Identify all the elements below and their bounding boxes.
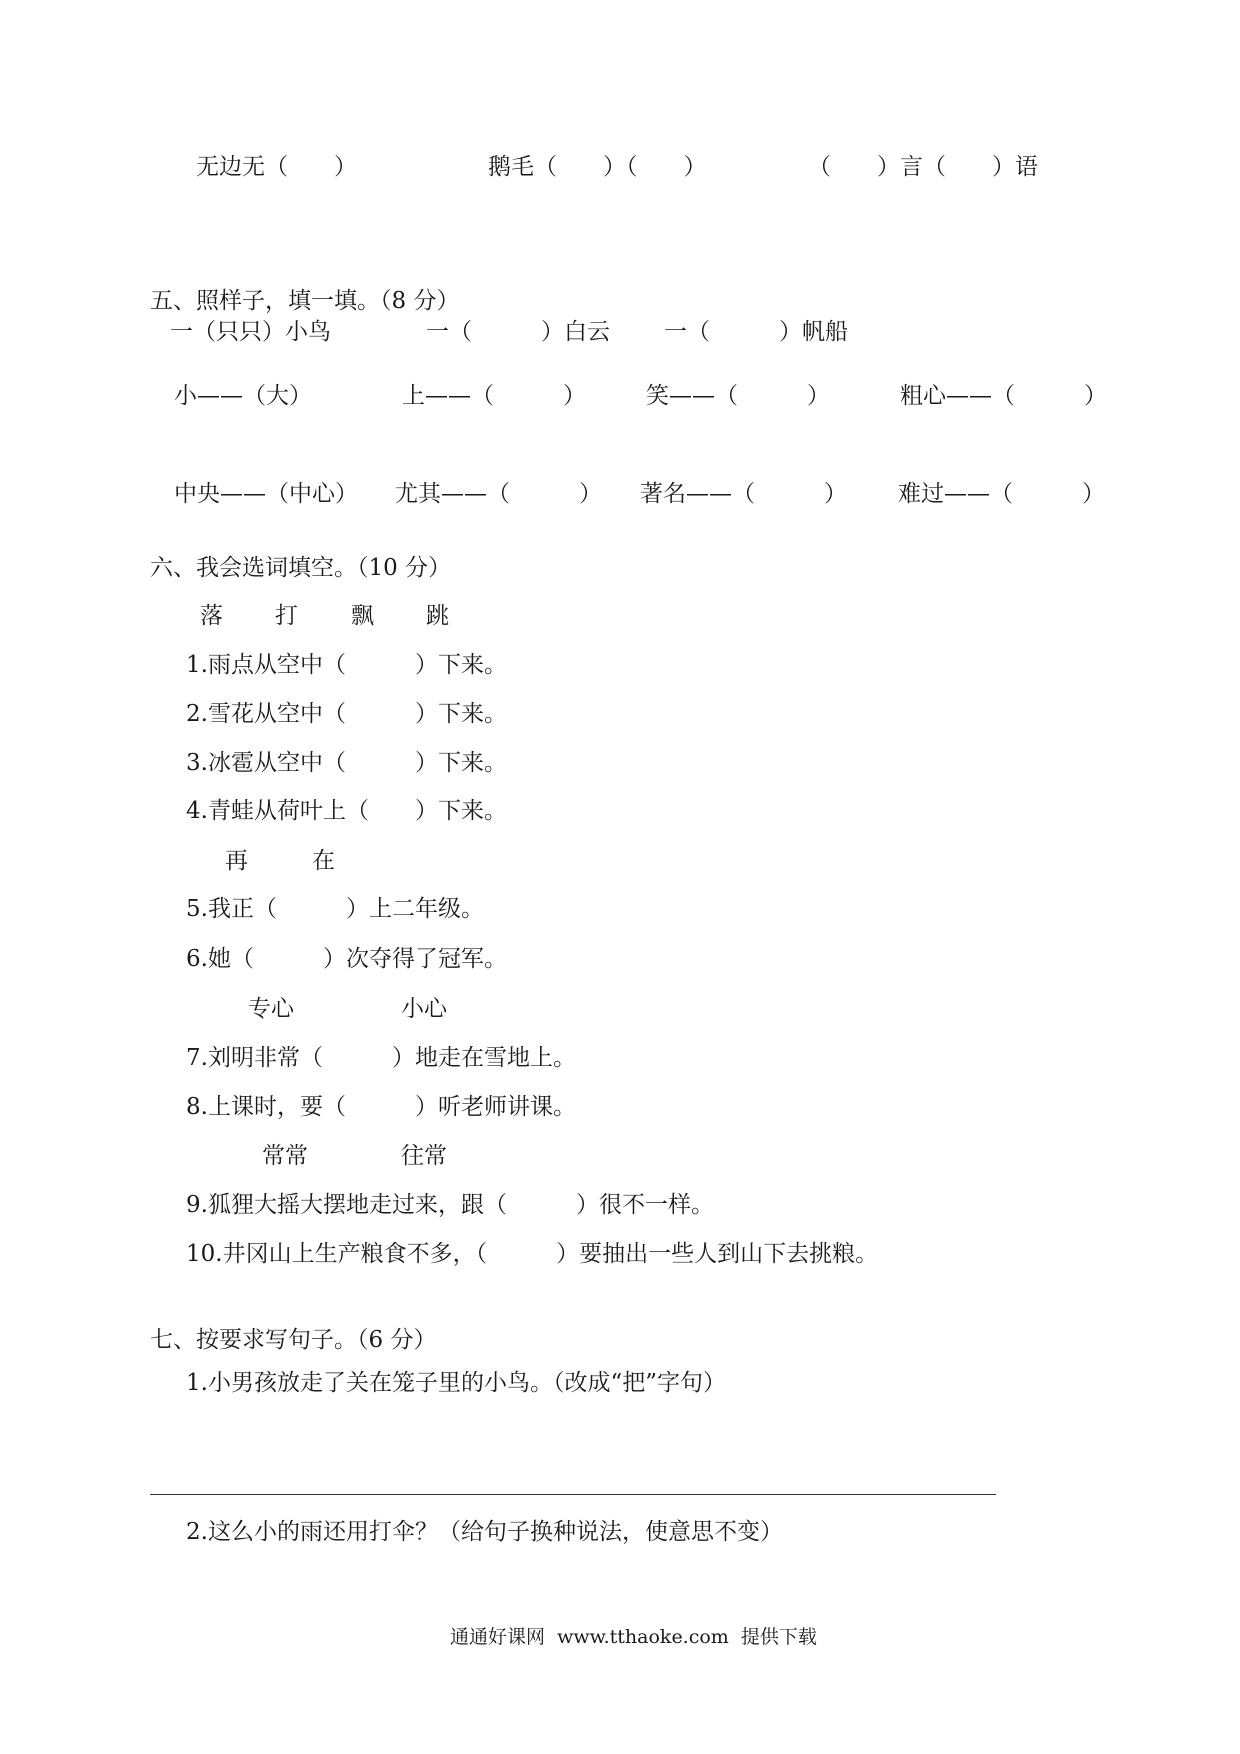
- s5-row3-item4: 难过——（ ）: [898, 481, 1105, 507]
- word-option: 飘: [351, 603, 374, 629]
- word-option: 小心: [401, 996, 447, 1022]
- word-option: 专心: [248, 996, 294, 1022]
- section-5-title: 五、照样子，填一填。（8 分）: [150, 288, 460, 314]
- question-1: 1.雨点从空中（ ）下来。: [186, 652, 507, 678]
- question-6: 6.她（ ）次夺得了冠军。: [186, 946, 507, 972]
- answer-line: [150, 1494, 996, 1495]
- idiom-fill-2: 鹅毛（ ）（ ）: [488, 154, 707, 180]
- section-7-title: 七、按要求写句子。（6 分）: [150, 1327, 437, 1353]
- s5-row3-item1: 中央——（中心）: [174, 481, 358, 507]
- s5-row2-item2: 上——（ ）: [402, 383, 586, 409]
- s5-row1-item2: 一（ ）白云: [426, 319, 610, 345]
- word-option: 跳: [426, 603, 449, 629]
- word-option: 打: [275, 603, 298, 629]
- s5-row2-item1: 小——（大）: [174, 383, 312, 409]
- question-9: 9.狐狸大摇大摆地走过来，跟（ ）很不一样。: [186, 1192, 714, 1218]
- word-option: 落: [200, 603, 223, 629]
- question-10: 10.井冈山上生产粮食不多，（ ）要抽出一些人到山下去挑粮。: [186, 1241, 879, 1267]
- s5-row2-item3: 笑——（ ）: [646, 383, 830, 409]
- question-2: 2.雪花从空中（ ）下来。: [186, 701, 507, 727]
- s5-row2-item4: 粗心——（ ）: [900, 383, 1107, 409]
- s5-row3-item3: 著名——（ ）: [640, 481, 847, 507]
- question-5: 5.我正（ ）上二年级。: [186, 896, 484, 922]
- word-option: 再: [225, 848, 248, 874]
- idiom-fill-3: （ ）言（ ）语: [808, 154, 1038, 180]
- s5-row1-item1: 一（只只）小鸟: [170, 319, 331, 345]
- word-option: 在: [312, 848, 335, 874]
- question-7: 7.刘明非常（ ）地走在雪地上。: [186, 1045, 576, 1071]
- rewrite-question-1: 1.小男孩放走了关在笼子里的小鸟。（改成“把”字句）: [186, 1370, 726, 1396]
- question-8: 8.上课时，要（ ）听老师讲课。: [186, 1094, 576, 1120]
- s5-row3-item2: 尤其——（ ）: [395, 481, 602, 507]
- s5-row1-item3: 一（ ）帆船: [664, 319, 848, 345]
- rewrite-question-2: 2.这么小的雨还用打伞？（给句子换种说法，使意思不变）: [186, 1519, 783, 1545]
- idiom-fill-1: 无边无（ ）: [196, 154, 357, 180]
- question-4: 4.青蛙从荷叶上（ ）下来。: [186, 798, 507, 824]
- question-3: 3.冰雹从空中（ ）下来。: [186, 750, 507, 776]
- section-6-title: 六、我会选词填空。（10 分）: [150, 555, 452, 581]
- word-option: 常常: [262, 1143, 308, 1169]
- footer-credit: 通通好课网 www.tthaoke.com 提供下载: [450, 1626, 817, 1648]
- word-option: 往常: [401, 1143, 447, 1169]
